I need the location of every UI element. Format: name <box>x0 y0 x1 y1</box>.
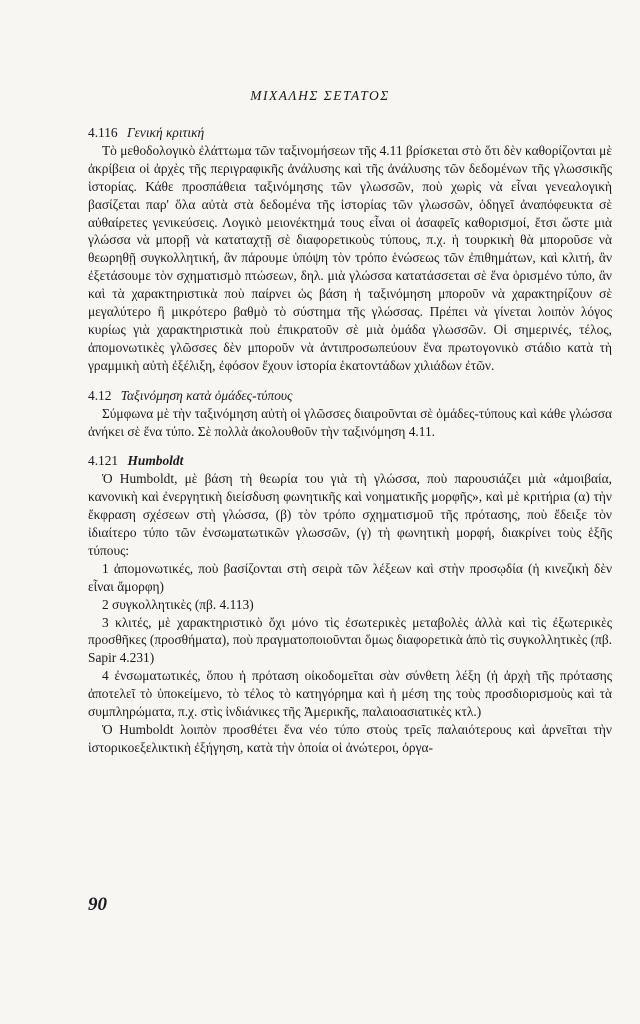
section-4-12 <box>88 387 612 441</box>
section-title: Humboldt <box>127 453 184 469</box>
section-heading <box>88 452 612 470</box>
section-title: Γενική κριτική <box>127 125 205 140</box>
paragraph: Ὁ Humboldt, μὲ βάση τὴ θεωρία του γιὰ τὴ γλώσσα, ποὺ παρουσιάζει μιὰ «ἀμοιβαία, κανονικὴ καὶ ἐνεργητικὴ διείσδυση φωνητικῆς καὶ νοηματικῆς μορφῆς», καὶ μὲ κριτήρια (α) τὴν ἔκφραση σχέσεων στὴ γλώσσα, (β) τὸν τρόπο σχηματισμοῦ τῆς πρότασης, ποὺ ἔδειξε τὸν ἰδιαίτερο τύπο τῶν ἐνσωματωτικῶν γλωσσῶν, (γ) τὴ φωνητικὴ μορφή, διακρίνει τοὺς ἑξῆς τύπους: <box>88 471 612 558</box>
list-item: 2 συγκολλητικὲς (πβ. 4.113) <box>102 596 254 612</box>
paragraph: Τὸ μεθοδολογικὸ ἐλάττωμα τῶν ταξινομήσεων τῆς 4.11 βρίσκεται στὸ ὅτι δὲν καθορίζονται μὲ ἀκρίβεια οἱ ἀρχὲς τῆς περιγραφικῆς ἀνάλυσης καὶ τῆς ἀνάλυσης τῶν δεδομένων τῆς γλωσσικῆς ἱστορίας. Κάθε προσπάθεια ταξινόμησης τῶν γλωσσῶν, ποὺ χωρὶς νὰ εἶναι γενεαλογικὴ βασίζεται παρ' ὅλα αὐτὰ στὰ δεδομένα τῆς ἱστορίας τῶν γλωσσῶν, ὁδηγεῖ ἀναπόφευκτα σὲ αὐθαίρετες γενικεύσεις. Λογικὸ μειονέκτημά τους εἶναι οἱ ἀσαφεῖς καθορισμοί, ἔτσι ὥστε μιὰ γλώσσα νὰ μπορῇ νὰ καταταχτῇ σὲ διαφορετικοὺς τύπους, π.χ. ἡ τουρκικὴ θὰ μποροῦσε νὰ θεωρηθῇ συγκολλητική, ἂν πάρουμε ὑπόψη τὸν τρόπο ἑνώσεως τῶν ἐπιθημάτων, καὶ κλιτή, ἂν ἐξετάσουμε τὸν σχηματισμὸ πτώσεων, δηλ. μιὰ γλώσσα κατατάσσεται σὲ ἕνα ὁρισμένο τύπο, ἂν καὶ τὰ χαρακτηριστικὰ ποὺ παίρνει ὡς βάση ἡ ταξινόμηση μποροῦν νὰ χαρακτηρίζουν σὲ μεγαλύτερο ἢ μικρότερο βαθμὸ τὸ σύστημα τῆς γλώσσας. Πρέπει νὰ γίνεται λοιπὸν λόγος κυρίως γιὰ χαρακτηριστικὰ ποὺ ἐπικρατοῦν σὲ μιὰ ὁμάδα γλωσσῶν. Οἱ σημερινές, τέλος, ἀπομονωτικὲς γλῶσσες δὲν μποροῦν νὰ ἀντιπροσωπεύουν ἕνα πρωτογονικὸ στάδιο κατὰ τὴ γραμμικὴ αὐτὴ ἐξέλιξη, ἐφόσον ἔχουν ἱστορία ἑκατοντάδων χιλιάδων ἐτῶν. <box>88 142 612 373</box>
section-number: 4.121 <box>88 453 119 469</box>
section-heading <box>88 387 612 405</box>
list-item: 1 ἀπομονωτικές, ποὺ βασίζονται στὴ σειρὰ τῶν λέξεων καὶ στὴν προσῳδία (ἡ κινεζικὴ δὲν εἶναι ἄμορφη) <box>88 560 612 594</box>
running-header: ΜΙΧΑΛΗΣ ΣΕΤΑΤΟΣ <box>250 88 390 103</box>
section-number: 4.116 <box>88 125 118 140</box>
spacer <box>88 440 612 452</box>
paragraph: Σύμφωνα μὲ τὴν ταξινόμηση αὐτὴ οἱ γλῶσσες διαιροῦνται σὲ ὁμάδες-τύπους καὶ κάθε γλώσσα ἀνήκει σὲ ἕνα τύπο. Σὲ πολλὰ ἀκολουθοῦν τὴν ταξινόμηση 4.11. <box>88 405 612 439</box>
list-item: 4 ἐνσωματωτικές, ὅπου ἡ πρόταση οἰκοδομεῖται σὰν σύνθετη λέξη (ἡ ἀρχὴ τῆς πρότασης ἀποτελεῖ τὸ ὑποκείμενο, τὸ τέλος τὸ κατηγόρημα καὶ ἡ μέση της τοὺς προσδιορισμοὺς καὶ τὰ συμπληρώματα, π.χ. στὶς ἰνδιάνικες τῆς Ἀμερικῆς, παλαιοασιατικὲς κτλ.) <box>88 668 612 720</box>
section-4-116 <box>88 124 612 375</box>
section-title: Ταξινόμηση κατὰ ὁμάδες-τύπους <box>120 387 293 403</box>
page-body <box>88 124 612 757</box>
section-number: 4.12 <box>88 387 112 403</box>
paragraph: Ὁ Humboldt λοιπὸν προσθέτει ἕνα νέο τύπο στοὺς τρεῖς παλαιότερους καὶ ἀρνεῖται τὴν ἱστορικοεξελικτικὴ ἐξήγηση, κατὰ τὴν ὁποία οἱ ἀνώτεροι, ὀργα- <box>88 722 612 755</box>
section-heading <box>88 124 612 142</box>
page-number: 90 <box>88 894 107 915</box>
spacer <box>88 375 612 387</box>
list-item: 3 κλιτές, μὲ χαρακτηριστικὸ ὄχι μόνο τὶς ἐσωτερικὲς μεταβολὲς ἀλλὰ καὶ τὶς ἐξωτερικὲς προσθῆκες (προσθήματα), ποὺ πραγματοποιοῦνται ὅμως διαφορετικὰ ἀπὸ τὶς συγκολλητικὲς (πβ. Sapir 4.231) <box>88 614 612 666</box>
section-4-121 <box>88 452 612 756</box>
